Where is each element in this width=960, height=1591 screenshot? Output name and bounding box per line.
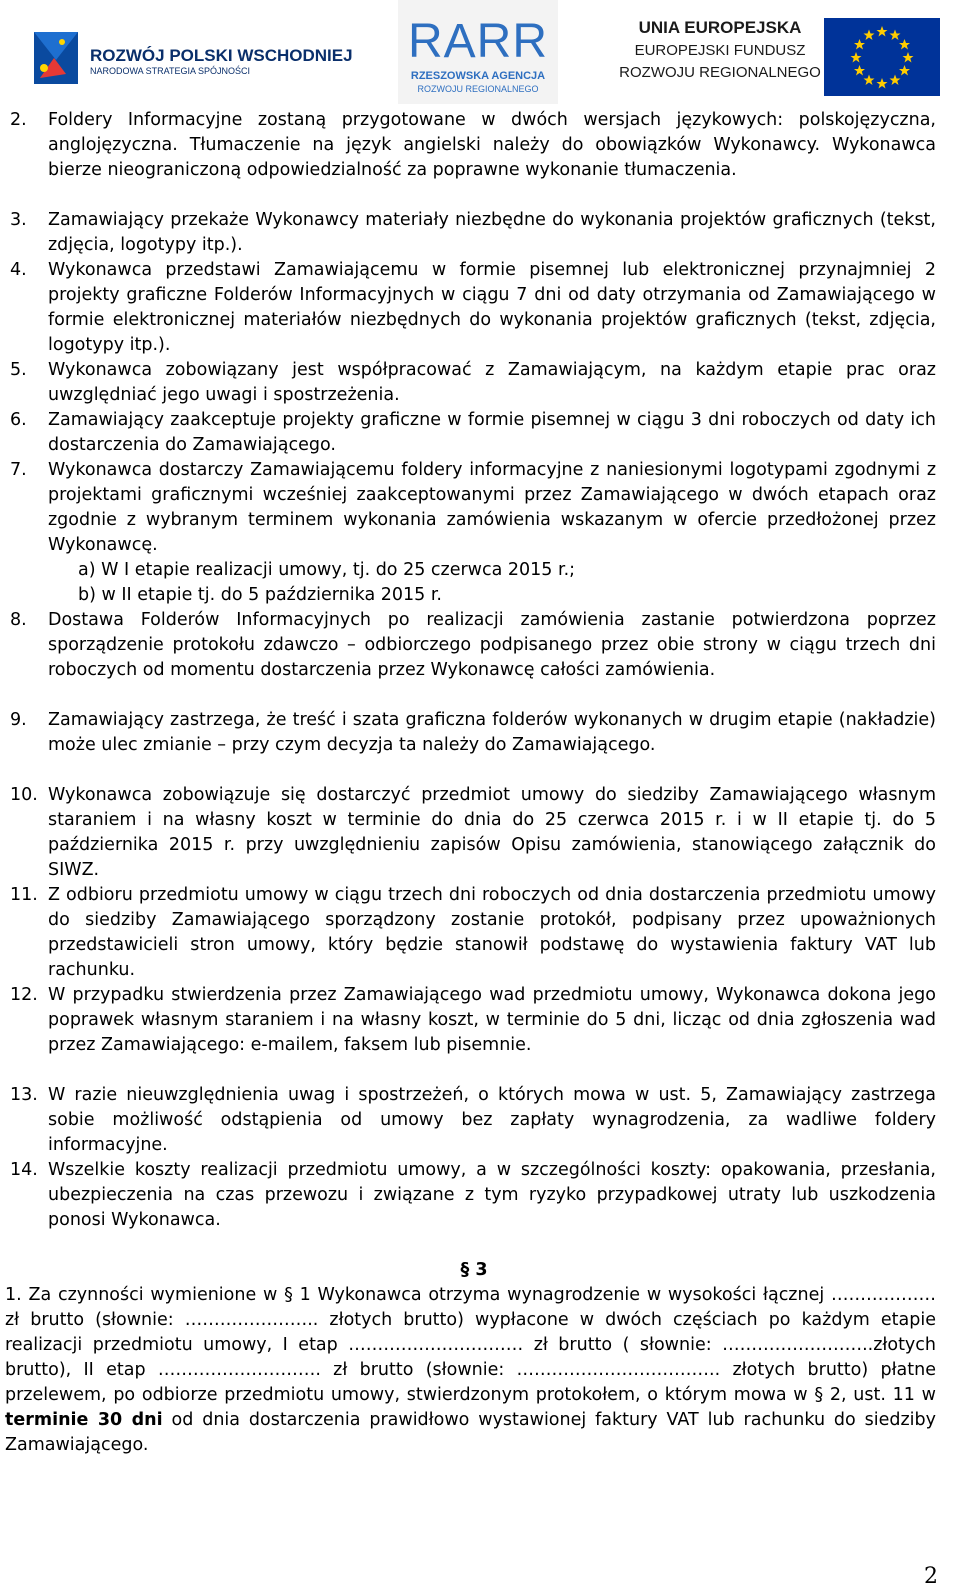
- section-heading: § 3: [460, 1260, 488, 1280]
- item-text: Zamawiający zastrzega, że treść i szata graficzna folderów wykonanych w drugim etapie (nakładzie) może ulec zmianie – przy czym decyzja ta należy do Zamawiającego.: [48, 710, 936, 755]
- item-text: Zamawiający zaakceptuje projekty graficzne w formie pisemnej w ciągu 3 dni roboczych od daty ich dostarczenia do Zamawiającego.: [48, 410, 936, 455]
- item-text: Wykonawca dostarczy Zamawiającemu foldery informacyjne z naniesionymi logotypami zgodnymi z projektami graficznymi wcześniej zaakceptowanymi przez Zamawiającego w dwóch etapach oraz zgodnie z wybranym terminem wykonania zamówienia wskazanym w ofercie przedłożonej przez Wykonawcę.: [48, 460, 936, 555]
- item-number: 5.: [10, 360, 27, 380]
- paragraph-text-end: od dnia dostarczenia prawidłowo wystawionej faktury VAT lub rachunku do siedziby Zamawiającego.: [5, 1410, 936, 1455]
- rarr-subtitle-1: RZESZOWSKA AGENCJA: [410, 70, 546, 82]
- unia-europejska-logo: [610, 14, 940, 96]
- section-paragraph: [5, 1283, 936, 1458]
- item-text: W razie nieuwzględnienia uwag i spostrzeżeń, o których mowa w ust. 5, Zamawiający zastrzega sobie możliwość odstąpienia od umowy bez zapłaty wynagrodzenia, za wadliwe foldery informacyjne.: [48, 1085, 936, 1155]
- item-number: 2.: [10, 110, 27, 130]
- item-text: Wykonawca zobowiązany jest współpracować z Zamawiającym, na każdym etapie prac oraz uwzględniać jego uwagi i spostrzeżenia.: [48, 360, 936, 405]
- item-text: Z odbioru przedmiotu umowy w ciągu trzech dni roboczych od dnia dostarczenia przedmiotu umowy do siedziby Zamawiającego sporządzony zostanie protokół, podpisany przez upoważnionych przedstawicieli stron umowy, który będzie stanowił podstawę do wystawienia faktury VAT lub rachunku.: [48, 885, 936, 980]
- item-text: Dostawa Folderów Informacyjnych po realizacji zamówienia zastanie potwierdzona poprzez sporządzenie protokołu zdawczo – odbiorczego podpisanego przez obie strony w ciągu trzech dni roboczych od momentu dostarczenia przez Wykonawcę całości zamówienia.: [48, 610, 936, 680]
- ue-line-3: ROZWOJU REGIONALNEGO: [619, 64, 821, 81]
- item-number: 11.: [10, 885, 38, 905]
- item-number: 3.: [10, 210, 27, 230]
- item-number: 4.: [10, 260, 27, 280]
- page-number: 2: [924, 1564, 938, 1589]
- item-number: 10.: [10, 785, 38, 805]
- item-number: 6.: [10, 410, 27, 430]
- rarr-title: RARR: [407, 15, 548, 68]
- rpw-title: ROZWÓJ POLSKI WSCHODNIEJ: [90, 46, 353, 65]
- item-text: Wszelkie koszty realizacji przedmiotu umowy, a w szczególności koszty: opakowania, przesłania, ubezpieczenia na czas przewozu i związane z tym ryzyko przypadkowej utraty lub uszkodzenia ponosi Wykonawca.: [48, 1160, 936, 1230]
- sub-item-a: a) W I etapie realizacji umowy, tj. do 25 czerwca 2015 r.;: [78, 560, 576, 580]
- rarr-logo: [398, 0, 558, 104]
- item-number: 12.: [10, 985, 38, 1005]
- item-text: W przypadku stwierdzenia przez Zamawiającego wad przedmiotu umowy, Wykonawca dokona jego poprawek własnym staraniem i na własny koszt, w terminie do 5 dni, licząc od dnia zgłoszenia wad przez Zamawiającego: e-mailem, faksem lub pisemnie.: [48, 985, 936, 1055]
- rozwoj-polski-wschodniej-logo: [32, 28, 352, 88]
- rpw-subtitle: NARODOWA STRATEGIA SPÓJNOŚCI: [90, 66, 251, 76]
- item-text: Zamawiający przekaże Wykonawcy materiały niezbędne do wykonania projektów graficznych (tekst, zdjęcia, logotypy itp.).: [48, 210, 936, 255]
- header: [0, 0, 960, 104]
- item-number: 7.: [10, 460, 27, 480]
- item-text: Foldery Informacyjne zostaną przygotowane w dwóch wersjach językowych: polskojęzyczna, anglojęzyczna. Tłumaczenie na język angielski należy do obowiązków Wykonawcy. Wykonawca bierze nieograniczoną odpowiedzialność za poprawne wykonanie tłumaczenia.: [48, 110, 936, 180]
- ue-line-2: EUROPEJSKI FUNDUSZ: [634, 42, 806, 59]
- item-text: Wykonawca zobowiązuje się dostarczyć przedmiot umowy do siedziby Zamawiającego własnym staraniem i na własny koszt w terminie do dnia do 25 czerwca 2015 r. i w II etapie tj. do 5 października 2015 r. przy uwzględnieniu zapisów Opisu zamówienia, stanowiącego załącznik do SIWZ.: [48, 785, 936, 880]
- item-number: 14.: [10, 1160, 38, 1180]
- item-number: 8.: [10, 610, 27, 630]
- paragraph-bold-term: terminie 30 dni: [5, 1410, 163, 1430]
- paragraph-text: 1. Za czynności wymienione w § 1 Wykonawca otrzyma wynagrodzenie w wysokości łącznej ……………… zł brutto (słownie: ………………….. złotych brutto) wypłacone w dwóch częściach po każdym etapie realizacji przedmiotu umowy, I etap ………………………… zł brutto ( słownie: ……………………..złotych brutto), II etap ………………………. zł brutto (słownie: …………………………….. złotych brutto) płatne przelewem, po odbiorze przedmiotu umowy, stwierdzonym protokołem, o którym mowa w § 2, ust. 11 w: [5, 1285, 936, 1405]
- rarr-subtitle-2: ROZWOJU REGIONALNEGO: [417, 84, 539, 94]
- item-number: 9.: [10, 710, 27, 730]
- eu-flag-icon: [824, 18, 940, 96]
- sub-item-b: b) w II etapie tj. do 5 października 2015 r.: [78, 585, 442, 605]
- item-number: 13.: [10, 1085, 38, 1105]
- ue-line-1: UNIA EUROPEJSKA: [638, 18, 802, 37]
- item-text: Wykonawca przedstawi Zamawiającemu w formie pisemnej lub elektronicznej przynajmniej 2 projekty graficzne Folderów Informacyjnych w ciągu 7 dni od daty otrzymania od Zamawiającego w formie elektronicznej materiałów niezbędnych do wykonania projektów graficznych (tekst, zdjęcia, logotypy itp.).: [48, 260, 936, 355]
